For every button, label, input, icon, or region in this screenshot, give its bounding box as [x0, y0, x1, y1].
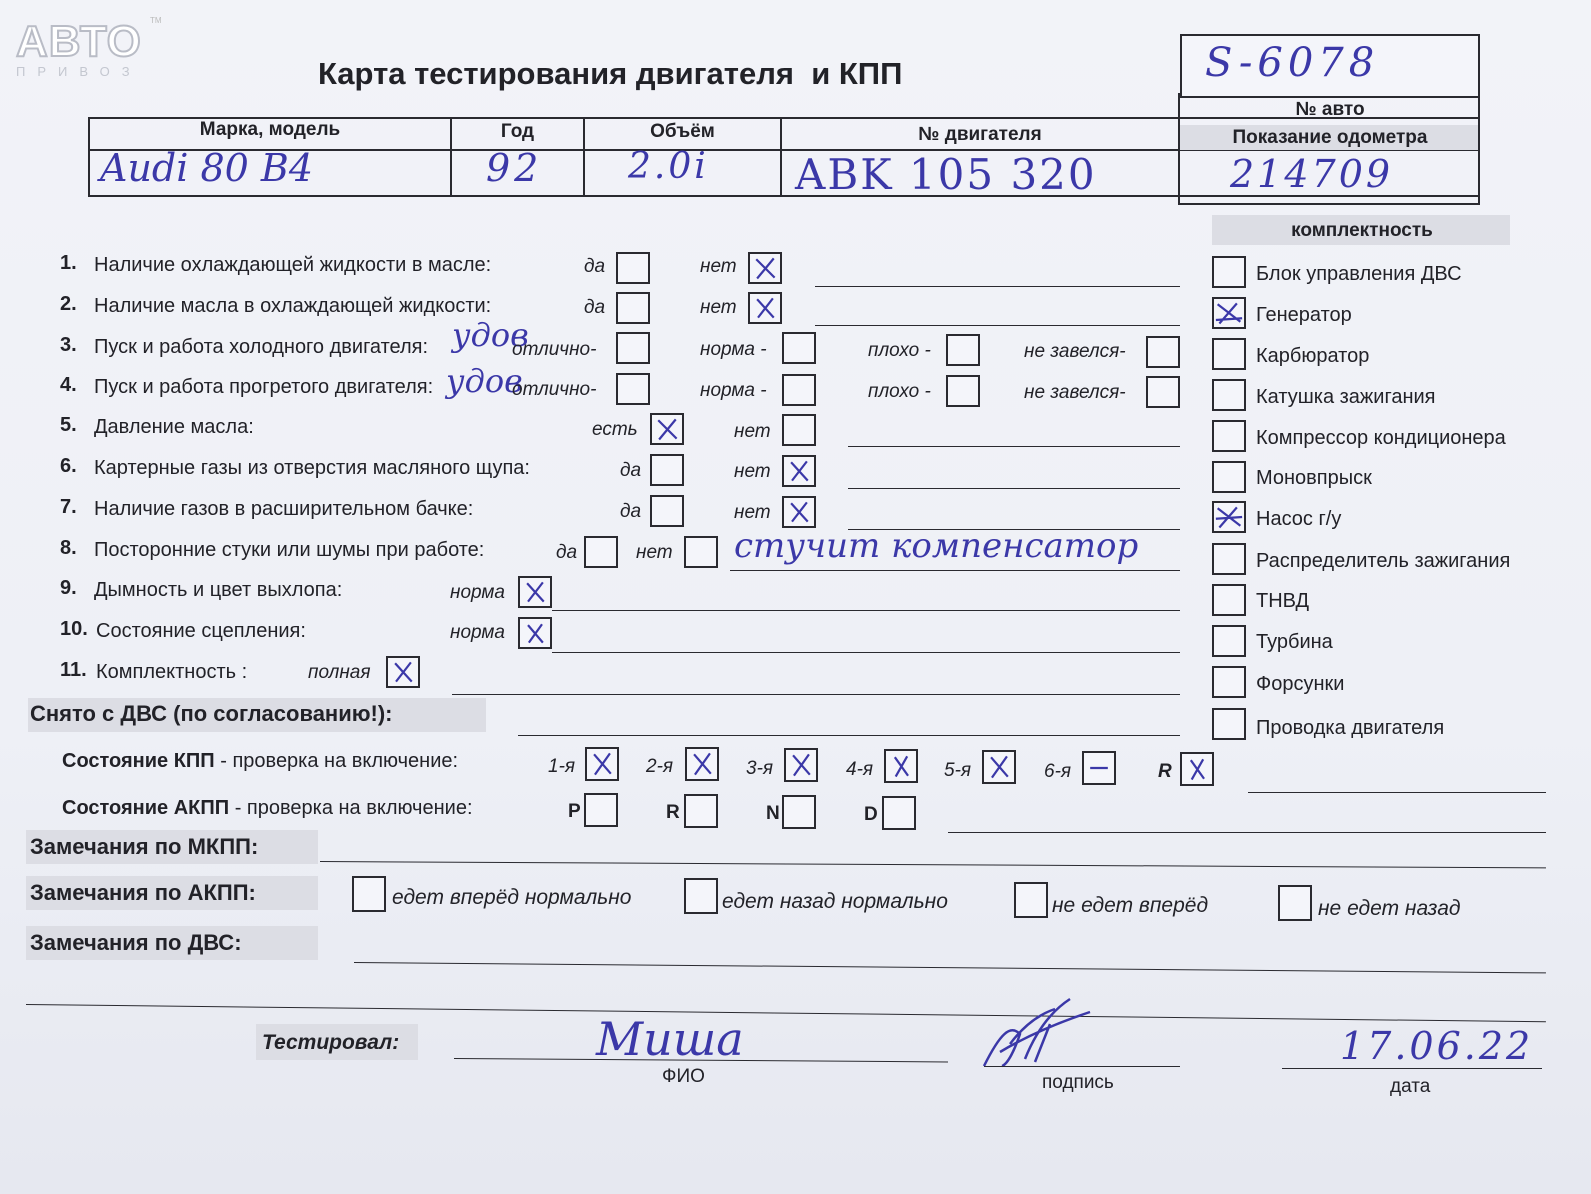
item-10-num: 10. [60, 618, 88, 640]
item-11-num: 11. [60, 659, 87, 681]
item-4-opt-excellent: отлично- [512, 379, 597, 400]
item-6-opt1: да [620, 460, 642, 481]
item-5-num: 5. [60, 414, 77, 436]
volume-label: Объём [650, 121, 715, 142]
gear-3-box[interactable] [784, 748, 818, 782]
odometer-value: 214709 [1230, 152, 1394, 196]
item-6-box-no[interactable] [782, 455, 816, 487]
logo-tm: TM [150, 16, 162, 25]
logo-sub: ПРИВОЗ [16, 64, 142, 79]
comp-monoinjection-box[interactable] [1212, 461, 1246, 493]
akpp-p-label: P [568, 801, 581, 822]
brand-label: Марка, модель [199, 119, 341, 140]
dvs-remarks-line-2 [26, 1004, 1546, 1022]
akpp-back-ok-label: едет назад нормально [722, 890, 948, 913]
akpp-back-ok-box[interactable] [684, 878, 718, 914]
item-8-opt1: да [556, 542, 578, 563]
gear-5-label: 5-я [944, 760, 972, 781]
item-2-text: Наличие масла в охлаждающей жидкости: [94, 295, 492, 317]
item-3-opt-excellent: отлично- [512, 339, 597, 360]
item-7-opt1: да [620, 501, 642, 522]
gear-4-label: 4-я [846, 759, 874, 780]
item-4-opt-nostart: не завелся- [1024, 382, 1126, 403]
tested-label: Тестировал: [262, 1031, 400, 1054]
date-value: 17.06.22 [1340, 1024, 1534, 1068]
item-4-num: 4. [60, 374, 77, 396]
item-11-box[interactable] [386, 656, 420, 688]
item-6-box-yes[interactable] [650, 454, 684, 486]
item-1-box-no[interactable] [748, 252, 782, 284]
akpp-p-box[interactable] [584, 793, 618, 827]
item-1-num: 1. [60, 252, 77, 274]
gear-1-box[interactable] [585, 747, 619, 781]
comp-ignition-coil-label: Катушка зажигания [1256, 386, 1436, 408]
gear-2-label: 2-я [646, 756, 674, 777]
item-5-opt1: есть [592, 419, 638, 440]
item-6-text: Картерные газы из отверстия масляного щупа: [94, 457, 530, 479]
item-5-box-no[interactable] [782, 414, 816, 446]
dvs-remarks-line-1 [354, 962, 1546, 973]
akpp-line [948, 832, 1546, 833]
akpp-no-forward-label: не едет вперёд [1052, 894, 1209, 917]
kpp-line [1248, 792, 1546, 793]
item-3-text: Пуск и работа холодного двигателя: [94, 336, 429, 358]
comp-distributor-box[interactable] [1212, 543, 1246, 575]
gear-2-box[interactable] [685, 747, 719, 781]
item-5-box-yes[interactable] [650, 413, 684, 445]
item-7-opt2: нет [734, 502, 771, 523]
item-3-opt-bad: плохо - [868, 340, 931, 361]
gear-r-box[interactable] [1180, 752, 1214, 786]
akpp-no-back-label: не едет назад [1318, 897, 1461, 920]
comp-carburetor-label: Карбюратор [1256, 345, 1370, 367]
item-4-opt-normal: норма - [700, 380, 767, 401]
akpp-forward-ok-box[interactable] [352, 876, 386, 912]
item-9-num: 9. [60, 577, 77, 599]
year-value: 92 [486, 146, 543, 190]
item-1-text: Наличие охлаждающей жидкости в масле: [94, 254, 492, 276]
gear-3-label: 3-я [746, 758, 774, 779]
item-10-opt1: норма [450, 622, 505, 643]
item-2-opt2: нет [700, 297, 737, 318]
item-2-box-no[interactable] [748, 292, 782, 324]
comp-generator-label: Генератор [1256, 304, 1352, 326]
gear-4-box[interactable] [884, 749, 918, 783]
item-8-text: Посторонние стуки или шумы при работе: [94, 539, 485, 561]
item-9-box[interactable] [518, 576, 552, 608]
volume-value: 2.0i [628, 146, 709, 187]
item-7-text: Наличие газов в расширительном бачке: [94, 498, 474, 520]
item-3-box-nostart[interactable] [1146, 336, 1180, 368]
akpp-no-forward-box[interactable] [1014, 882, 1048, 918]
item-2-line [815, 325, 1180, 326]
item-10-line [552, 652, 1180, 653]
akpp-remarks-label: Замечания по АКПП: [30, 880, 256, 905]
gear-r-label: R [1158, 761, 1172, 782]
item-8-box-no[interactable] [684, 536, 718, 568]
item-8-box-yes[interactable] [584, 536, 618, 568]
mkpp-remarks-label: Замечания по МКПП: [30, 834, 259, 859]
date-label: дата [1390, 1076, 1431, 1097]
kpp-label-bold: Состояние КПП [62, 750, 215, 772]
item-9-line [552, 610, 1180, 611]
comp-distributor-label: Распределитель зажигания [1256, 550, 1511, 572]
completeness-title: комплектность [1291, 220, 1433, 241]
comp-carburetor-box[interactable] [1212, 338, 1246, 370]
kpp-label-rest: - проверка на включение: [214, 750, 459, 772]
item-1-opt1: да [584, 256, 606, 277]
signature-line [984, 1066, 1180, 1067]
item-11-text: Комплектность : [96, 661, 248, 683]
mkpp-remarks-line [320, 861, 1546, 868]
comp-turbine-label: Турбина [1256, 631, 1333, 653]
gear-6-box[interactable] [1082, 751, 1116, 785]
item-10-box[interactable] [518, 617, 552, 649]
item-3-opt-normal: норма - [700, 339, 767, 360]
item-6-opt2: нет [734, 461, 771, 482]
item-9-text: Дымность и цвет выхлопа: [94, 579, 343, 601]
item-10-text: Состояние сцепления: [96, 620, 306, 642]
item-2-opt1: да [584, 297, 606, 318]
comp-ps-pump-box[interactable] [1212, 501, 1246, 533]
item-6-num: 6. [60, 455, 77, 477]
fio-label: ФИО [662, 1066, 705, 1087]
item-6-line [848, 488, 1180, 489]
item-8-num: 8. [60, 537, 77, 559]
kpp-label [62, 750, 458, 773]
engine-value: ABK 105 320 [795, 150, 1097, 199]
removed-label: Снято с ДВС (по согласованию!): [30, 701, 393, 726]
akpp-label [62, 797, 473, 820]
akpp-label-bold: Состояние АКПП [62, 797, 230, 819]
item-11-line [452, 694, 1180, 695]
akpp-n-box[interactable] [782, 795, 816, 829]
comp-ecu-label: Блок управления ДВС [1256, 263, 1462, 285]
item-4-box-excellent[interactable] [616, 373, 650, 405]
item-4-box-nostart[interactable] [1146, 376, 1180, 408]
car-number-label: № авто [1295, 99, 1365, 120]
akpp-label-rest: - проверка на включение: [229, 797, 473, 819]
item-1-box-yes[interactable] [616, 252, 650, 284]
item-4-hand: удов [446, 362, 523, 400]
date-line [1282, 1068, 1542, 1069]
signature-label: подпись [1042, 1072, 1114, 1093]
comp-wiring-label: Проводка двигателя [1256, 717, 1445, 739]
form-title: Карта тестирования двигателя и КПП [318, 56, 903, 91]
akpp-forward-ok-label: едет вперёд нормально [392, 886, 632, 909]
item-5-line [848, 446, 1180, 447]
item-3-box-normal[interactable] [782, 332, 816, 364]
item-3-box-excellent[interactable] [616, 332, 650, 364]
gear-1-label: 1-я [548, 756, 576, 777]
comp-injectors-box[interactable] [1212, 666, 1246, 698]
odometer-label: Показание одометра [1232, 127, 1428, 148]
comp-injectors-label: Форсунки [1256, 673, 1345, 695]
gear-6-label: 6-я [1044, 761, 1072, 782]
item-5-text: Давление масла: [94, 416, 254, 438]
car-number-value: S-6078 [1205, 40, 1380, 86]
item-1-line [815, 286, 1180, 287]
item-1-opt2: нет [700, 256, 737, 277]
akpp-d-box[interactable] [882, 796, 916, 830]
engine-label: № двигателя [918, 124, 1042, 145]
comp-ignition-coil-box[interactable] [1212, 379, 1246, 411]
item-5-opt2: нет [734, 421, 771, 442]
comp-wiring-box[interactable] [1212, 708, 1246, 740]
item-3-num: 3. [60, 334, 77, 356]
item-2-num: 2. [60, 293, 77, 315]
removed-line [518, 735, 1180, 736]
item-4-box-normal[interactable] [782, 374, 816, 406]
comp-generator-box[interactable] [1212, 297, 1246, 329]
item-2-box-yes[interactable] [616, 292, 650, 324]
comp-tnvd-box[interactable] [1212, 584, 1246, 616]
item-4-text: Пуск и работа прогретого двигателя: [94, 376, 434, 398]
signature-mark [980, 994, 1100, 1074]
item-11-opt1: полная [308, 662, 371, 683]
tested-name: Миша [596, 1012, 744, 1066]
item-3-opt-nostart: не завелся- [1024, 341, 1126, 362]
item-7-num: 7. [60, 496, 77, 518]
item-8-opt2: нет [636, 542, 673, 563]
comp-tnvd-label: ТНВД [1256, 590, 1310, 612]
comp-ps-pump-label: Насос г/у [1256, 508, 1342, 530]
akpp-no-back-box[interactable] [1278, 885, 1312, 921]
item-7-box-no[interactable] [782, 496, 816, 528]
item-8-line [730, 570, 1180, 571]
akpp-d-label: D [864, 804, 878, 825]
comp-ac-compressor-label: Компрессор кондиционера [1256, 427, 1506, 449]
item-3-hand: удов [452, 316, 529, 354]
comp-ac-compressor-box[interactable] [1212, 420, 1246, 452]
comp-turbine-box[interactable] [1212, 625, 1246, 657]
item-4-box-bad[interactable] [946, 375, 980, 407]
item-8-note: стучит компенсатор [734, 526, 1139, 566]
logo-main: АВТО [16, 17, 142, 66]
item-7-box-yes[interactable] [650, 495, 684, 527]
brand-value: Audi 80 B4 [100, 146, 314, 190]
comp-ecu-box[interactable] [1212, 256, 1246, 288]
dvs-remarks-label: Замечания по ДВС: [30, 930, 242, 955]
item-3-box-bad[interactable] [946, 334, 980, 366]
avto-privoz-logo [16, 16, 162, 86]
akpp-n-label: N [766, 803, 780, 824]
comp-monoinjection-label: Моновпрыск [1256, 467, 1372, 489]
item-9-opt1: норма [450, 582, 505, 603]
gear-5-box[interactable] [982, 750, 1016, 784]
item-4-opt-bad: плохо - [868, 381, 931, 402]
akpp-r-box[interactable] [684, 794, 718, 828]
year-label: Год [500, 121, 535, 142]
akpp-r-label: R [666, 802, 680, 823]
